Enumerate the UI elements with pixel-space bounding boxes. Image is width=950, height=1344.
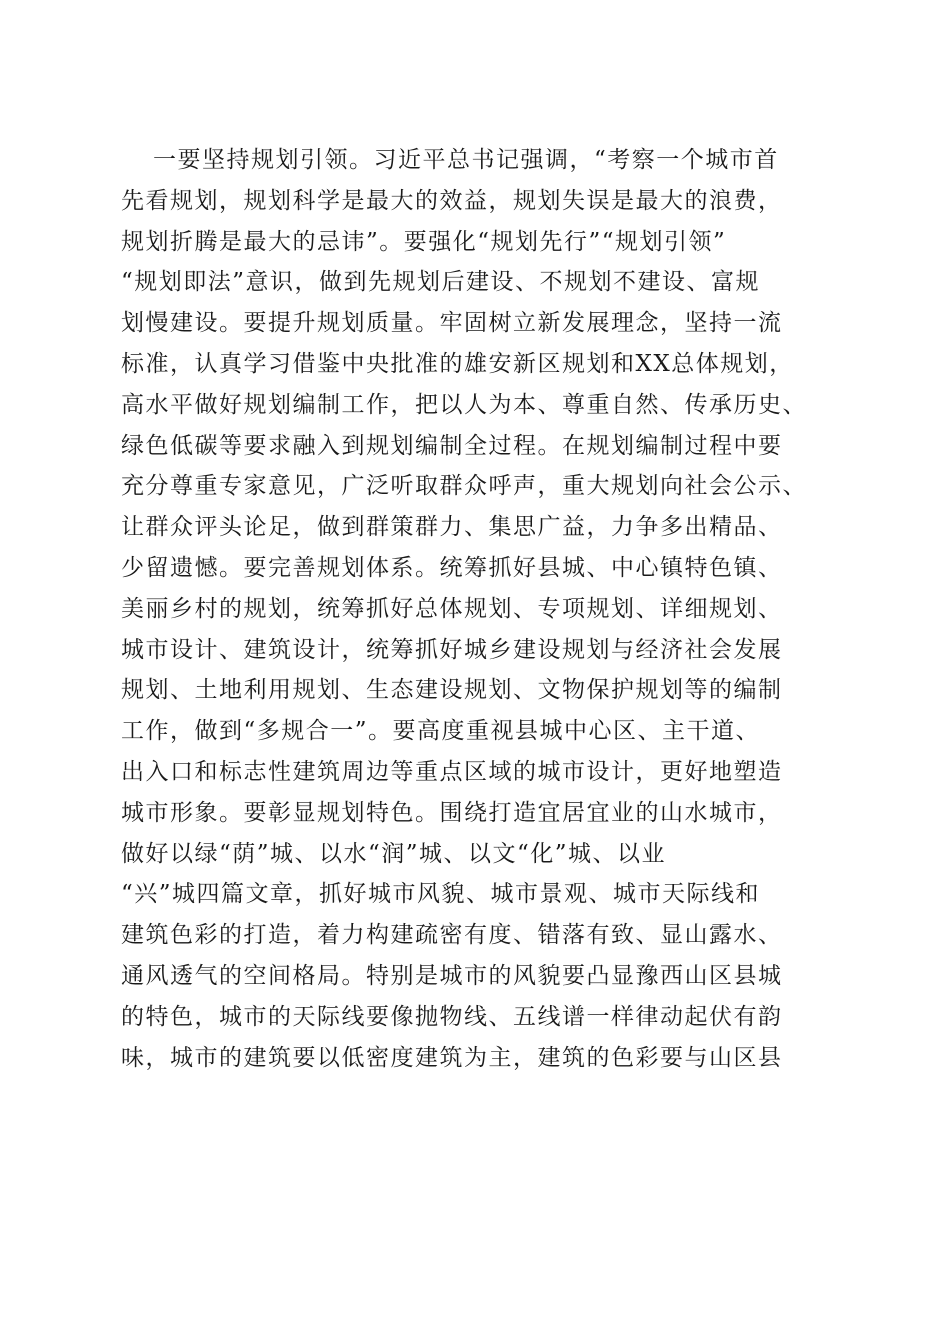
- text-line: 出入口和标志性建筑周边等重点区域的城市设计，更好地塑造: [121, 758, 783, 785]
- text-line: 少留遗憾。要完善规划体系。统筹抓好县城、中心镇特色镇、: [121, 554, 783, 581]
- text-line: 充分尊重专家意见，广泛听取群众呼声，重大规划向社会公示、: [121, 473, 807, 500]
- text-line: 做好以绿“荫”城、以水“润”城、以文“化”城、以业: [121, 840, 667, 867]
- text-line: 绿色低碳等要求融入到规划编制全过程。在规划编制过程中要: [121, 432, 783, 459]
- text-line: 规划、土地利用规划、生态建设规划、文物保护规划等的编制: [121, 677, 783, 704]
- text-line: 高水平做好规划编制工作，把以人为本、尊重自然、传承历史、: [121, 391, 807, 418]
- text-line: 城市形象。要彰显规划特色。围绕打造宜居宜业的山水城市，: [121, 799, 783, 826]
- text-line: 划慢建设。要提升规划质量。牢固树立新发展理念，坚持一流: [121, 310, 783, 337]
- text-line: 美丽乡村的规划，统筹抓好总体规划、专项规划、详细规划、: [121, 595, 783, 622]
- text-line: 工作，做到“多规合一”。要高度重视县城中心区、主干道、: [121, 718, 761, 745]
- text-line: “兴”城四篇文章，抓好城市风貌、城市景观、城市天际线和: [121, 881, 761, 908]
- text-line: 让群众评头论足，做到群策群力、集思广益，力争多出精品、: [121, 514, 783, 541]
- text-line: 通风透气的空间格局。特别是城市的风貌要凸显豫西山区县城: [121, 962, 783, 989]
- text-line: 味，城市的建筑要以低密度建筑为主，建筑的色彩要与山区县: [121, 1044, 783, 1071]
- text-line: 标准，认真学习借鉴中央批准的雄安新区规划和XX总体规划，: [121, 350, 794, 377]
- body-paragraph: [121, 140, 841, 1078]
- text-line: 先看规划，规划科学是最大的效益，规划失误是最大的浪费，: [121, 187, 783, 214]
- text-line: 规划折腾是最大的忌讳”。要强化“规划先行”“规划引领”: [121, 228, 727, 255]
- text-line: “规划即法”意识，做到先规划后建设、不规划不建设、富规: [121, 269, 761, 296]
- text-line: 一要坚持规划引领。习近平总书记强调，“考察一个城市首: [153, 147, 779, 173]
- text-line: 城市设计、建筑设计，统筹抓好城乡建设规划与经济社会发展: [121, 636, 783, 663]
- text-line: 建筑色彩的打造，着力构建疏密有度、错落有致、显山露水、: [121, 922, 783, 949]
- text-line: 的特色，城市的天际线要像抛物线、五线谱一样律动起伏有韵: [121, 1003, 783, 1030]
